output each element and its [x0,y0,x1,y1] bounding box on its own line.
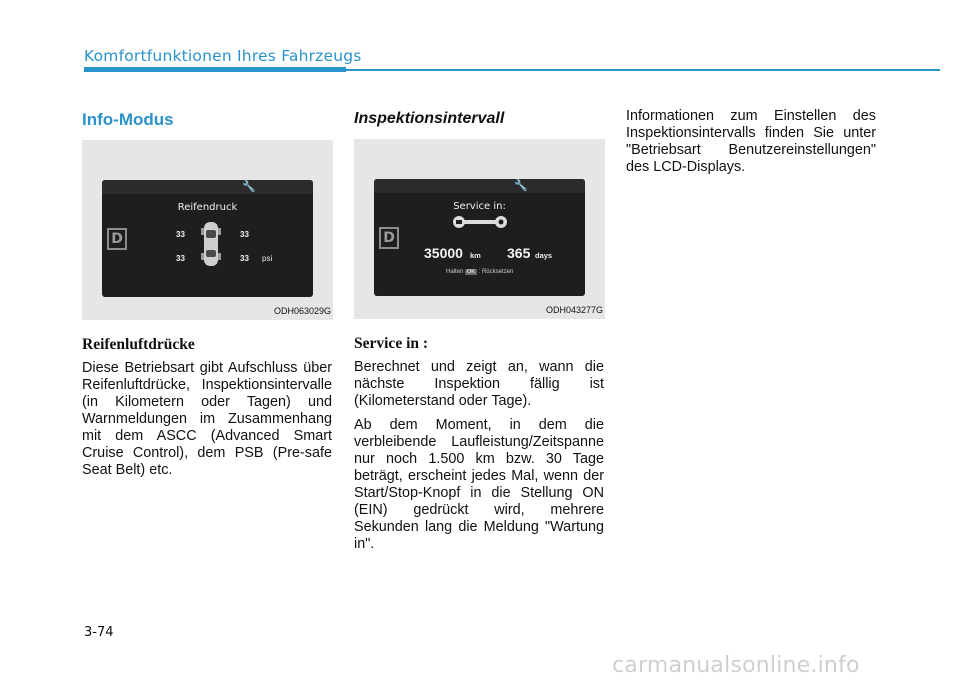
subtitle-service-in: Service in : [354,335,429,352]
wrench-large-icon [452,215,508,229]
section-title-service-interval: Inspektionsintervall [354,110,505,127]
page-number: 3-74 [84,625,114,640]
tire-rear-left: 33 [176,254,185,263]
lcd-screen [374,179,585,296]
wrench-icon: 🔧 [514,180,528,192]
reset-hint [446,269,513,275]
column-notes [626,108,876,183]
ok-button-icon: OK [467,269,475,275]
header-rule [346,69,940,71]
paragraph-settings-reference: Informationen zum Einstellen des Inspektionsintervalls finden Sie unter "Betriebsart Benutzereinstellungen" des LCD-Displays. [626,108,876,175]
reset-hint-pre: Halten [446,269,464,275]
service-days-unit: days [535,251,553,260]
tire-front-right: 33 [240,230,249,239]
figure-code: ODH063029G [273,306,331,316]
gear-indicator: D [379,227,399,249]
tire-rear-right: 33 [240,254,249,263]
figure-tire-pressure [82,140,333,320]
tire-front-left: 33 [176,230,185,239]
paragraph-service-2: Ab dem Moment, in dem die verbleibende Laufleistung/Zeitspanne nur noch 1.500 km bzw. 30 Tage beträgt, erscheint jedes Mal, wenn der Start/Stop-Knopf in die Stellung ON (EIN) gedrückt wird, mehrere Sekunden lang die Meldung "Wartung in". [354,417,604,552]
paragraph-info-mode: Diese Betriebsart gibt Aufschluss über Reifenluftdrücke, Inspektionsintervalle (in Kilometern oder Tagen) und Warnmeldungen im Zusammenhang mit dem ASCC (Advanced Smart Cruise Control), dem PSB (Pre-safe Seat Belt) etc. [82,360,332,478]
subtitle-tire-pressure: Reifenluftdrücke [82,336,195,353]
pressure-unit: psi [262,254,273,263]
header-rule-accent [84,67,346,72]
service-km-value: 35000 [424,245,463,261]
chapter-title: Komfortfunktionen Ihres Fahrzeugs [84,47,362,65]
car-top-view-icon [200,220,222,268]
screen-title: Service in: [453,201,506,212]
screen-top-band [374,179,585,193]
column-info-mode [82,108,332,486]
watermark: carmanualsonline.info [612,653,860,678]
screen-top-band [102,180,313,194]
column-service-interval [354,108,604,560]
gear-indicator: D [107,228,127,250]
screen-title: Reifendruck [177,202,238,213]
lcd-screen [102,180,313,297]
wrench-icon: 🔧 [242,181,256,193]
paragraph-service-1: Berechnet und zeigt an, wann die nächste Inspektion fällig ist (Kilometerstand oder Tage). [354,359,604,409]
figure-service [354,139,605,319]
figure-code: ODH043277G [545,305,603,315]
service-days-value: 365 [507,245,531,261]
reset-hint-post: : Rücksetzen [478,269,514,275]
service-km-unit: km [470,251,481,260]
section-title-info-mode: Info-Modus [82,110,174,129]
